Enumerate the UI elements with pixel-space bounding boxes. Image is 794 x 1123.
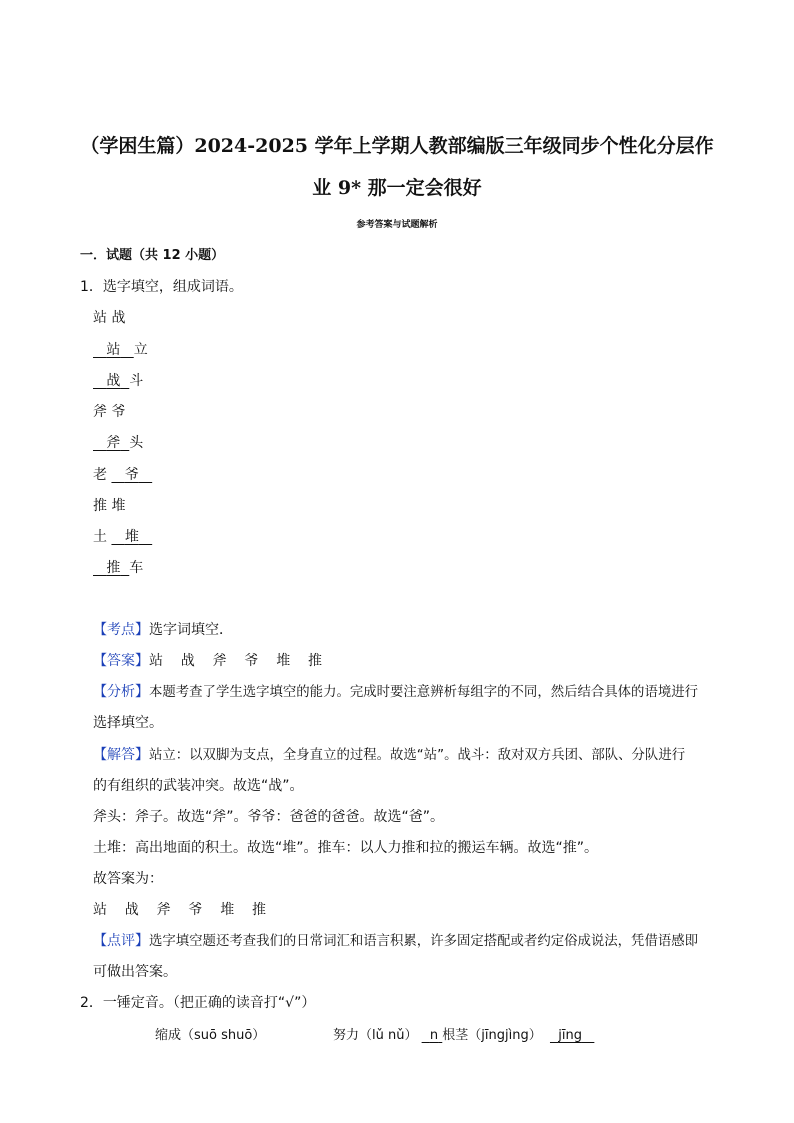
q1-answer-line-2 [93, 372, 143, 390]
q1-kaodian [93, 621, 233, 639]
q1-group1-chars: 站 战 [93, 310, 126, 326]
word-prefix: 土 [93, 529, 107, 545]
q2-item2 [333, 1027, 594, 1045]
word-prefix: 老 [93, 467, 107, 483]
word-suffix: 头 [129, 435, 144, 451]
q2-item1: 缩成（suō shuō） [155, 1028, 266, 1043]
q1-group2-chars: 斧 爷 [93, 404, 126, 420]
q1-stem: 1．选字填空，组成词语。 [80, 279, 243, 295]
answer-blank: 战 [106, 373, 121, 389]
fenxi-text: 本题考查了学生选字填空的能力。完成时要注意辨析每组字的不同，然后结合具体的语境进行 [149, 685, 699, 700]
daan-text: 站 战 斧 爷 堆 推 [149, 653, 323, 669]
q1-jieda-line2: 的有组织的武装冲突。故选“战”。 [93, 778, 304, 794]
q2-stem: 2．一锤定音。（把正确的读音打“√”） [80, 995, 316, 1011]
q1-jieda-line5: 故答案为： [93, 871, 163, 887]
word-suffix: 车 [129, 560, 144, 576]
answer-blank: 堆 [124, 529, 139, 545]
daan-tag: 【答案】 [93, 653, 149, 669]
q1-answer-line-5 [93, 528, 152, 546]
q1-dianping-line1 [93, 932, 698, 951]
q1-group3-chars: 推 堆 [93, 498, 126, 514]
q1-answer-line-1 [93, 341, 148, 359]
q1-daan [93, 652, 322, 670]
q1-jieda-line3: 斧头：斧子。故选“斧”。爷爷：爸爸的爸爸。故选“爸”。 [93, 809, 445, 825]
document-title-line2: 业 9* 那一定会很好 [312, 177, 482, 199]
q1-dianping-line2: 可做出答案。 [93, 964, 177, 980]
q1-fenxi-line1 [93, 683, 698, 702]
q1-answer-line-4 [93, 466, 152, 484]
document-subtitle: 参考答案与试题解析 [356, 220, 438, 230]
dianping-text: 选字填空题还考查我们的日常词汇和语言积累，许多固定搭配或者约定俗成说法，凭借语感即 [149, 934, 699, 949]
answer-blank: 爷 [124, 467, 139, 483]
q1-answer-line-3 [93, 434, 143, 452]
jieda-tag: 【解答】 [93, 747, 149, 763]
fenxi-tag: 【分析】 [93, 684, 149, 700]
q1-jieda-line4: 土堆：高出地面的积土。故选“堆”。推车：以人力推和拉的搬运车辆。故选“推”。 [93, 840, 599, 856]
q1-jieda-line6: 站 战 斧 爷 堆 推 [93, 902, 267, 918]
jieda-text: 站立：以双脚为支点，全身直立的过程。故选“站”。战斗：敌对双方兵团、部队、分队进行 [149, 748, 686, 763]
kaodian-tag: 【考点】 [93, 622, 149, 638]
q2-item3-text: 根茎（jīngjìng） [442, 1028, 542, 1043]
q1-jieda-line1 [93, 746, 685, 765]
dianping-tag: 【点评】 [93, 933, 149, 949]
answer-blank: jīng [558, 1028, 582, 1043]
answer-blank: 推 [106, 560, 121, 576]
q1-fenxi-line2: 选择填空。 [93, 715, 163, 731]
section-label: 一．试题（共 12 小题） [80, 248, 225, 263]
answer-blank: 斧 [106, 435, 121, 451]
q1-answer-line-6 [93, 559, 143, 577]
word-suffix: 立 [133, 342, 148, 358]
kaodian-text: 选字词填空． [149, 622, 233, 638]
q2-item2-text: 努力（lǔ nǔ） [333, 1028, 418, 1043]
answer-blank: n [429, 1028, 439, 1043]
word-suffix: 斗 [129, 373, 144, 389]
answer-blank: 站 [106, 342, 121, 358]
document-title-line1: （学困生篇）2024-2025 学年上学期人教部编版三年级同步个性化分层作 [80, 135, 714, 157]
